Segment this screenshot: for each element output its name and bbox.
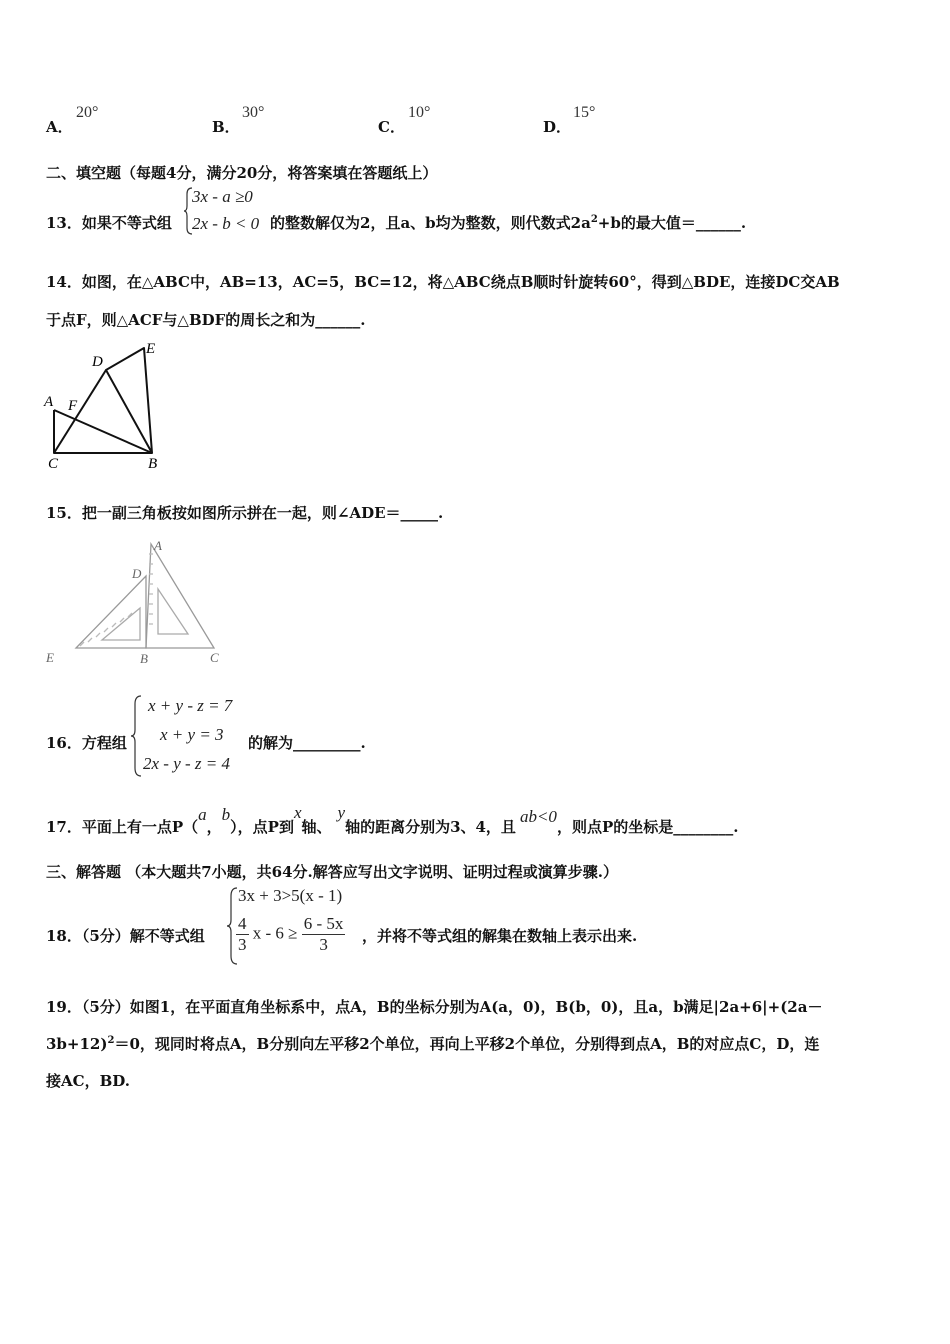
q17-var-a: a — [198, 805, 207, 824]
section-2-title: 二、填空题（每题4分，满分20分，将答案填在答题纸上） — [46, 164, 438, 182]
q13-number: 13．如果不等式组 — [46, 214, 172, 232]
q15-label-d: D — [132, 566, 142, 581]
option-a-value: 20° — [76, 104, 99, 121]
q17-part-1: 17．平面上有一点P（ — [46, 818, 199, 836]
q16-brace — [131, 694, 143, 778]
q18-frac-2-den: 3 — [319, 935, 328, 954]
q17-part-4: 轴的距离分别为3、4，且 — [345, 818, 516, 836]
q18-frac-2 — [302, 914, 346, 955]
q16-eq-2: x + y = 3 — [160, 725, 224, 744]
q17-comma: ， — [206, 818, 222, 836]
q15-label-c: C — [210, 650, 219, 665]
q18-frac-1-den: 3 — [238, 935, 247, 954]
q17-part-3: 轴、 — [301, 818, 332, 836]
q13-text-main: 的整数解仅为2，且a、b均为整数，则代数式2a — [270, 214, 591, 232]
q15-figure — [40, 534, 230, 669]
q14-label-a: A — [44, 394, 54, 410]
q19-line-1: 19．（5分）如图1，在平面直角坐标系中，点A，B的坐标分别为A(a，0)，B(b，0)，且a，b满足|2a+6|+(2a－ — [46, 998, 823, 1016]
q17-cond: ab<0 — [519, 807, 557, 826]
q18-ineq-2 — [236, 914, 345, 955]
q14-label-e: E — [146, 341, 156, 357]
option-c-letter: C． — [378, 118, 405, 136]
q13-ineq-2: 2x - b < 0 — [192, 214, 260, 233]
q16-eq-3: 2x - y - z = 4 — [143, 754, 231, 773]
q13-text-end: +b的最大值＝______. — [597, 214, 747, 232]
q15-label-e: E — [46, 650, 54, 665]
option-a-letter: A． — [46, 118, 73, 136]
q18-ineq-1: 3x + 3>5(x - 1) — [238, 886, 343, 905]
q18-text: ，并将不等式组的解集在数轴上表示出来. — [362, 927, 638, 945]
q18-frac-2-num: 6 - 5x — [303, 914, 344, 933]
q19-line-2 — [46, 1033, 819, 1054]
q19-line-2a: 3b+12) — [46, 1035, 108, 1053]
q16-eq-1: x + y - z = 7 — [148, 696, 233, 715]
q15-text: 15．把一副三角板按如图所示拼在一起，则∠ADE＝_____. — [46, 504, 444, 522]
q18-frac-1-num: 4 — [238, 914, 247, 933]
option-b-letter: B． — [212, 118, 240, 136]
q17-part-5: ，则点P的坐标是________. — [556, 818, 739, 836]
q15-label-b: B — [140, 651, 148, 666]
q19-sup: 2 — [107, 1035, 115, 1046]
q14-label-c: C — [48, 456, 59, 472]
q14-label-f: F — [68, 398, 78, 414]
q17-var-y: y — [337, 803, 346, 822]
q14-label-d: D — [92, 354, 103, 370]
section-3-title: 三、解答题 （本大题共7小题，共64分.解答应写出文字说明、证明过程或演算步骤.） — [46, 863, 618, 881]
q17-var-x: x — [293, 803, 302, 822]
q18-number: 18．（5分）解不等式组 — [46, 927, 205, 945]
q13-sup: 2 — [590, 214, 598, 225]
q14-line-1: 14．如图，在△ABC中，AB=13，AC=5，BC=12，将△ABC绕点B顺时针旋转60°，得到△BDE，连接DC交AB — [46, 273, 840, 291]
q19-line-2b: ＝0，现同时将点A，B分别向左平移2个单位，再向上平移2个单位，分别得到点A，B的对应点C，D，连 — [114, 1035, 820, 1053]
q14-label-b: B — [148, 456, 158, 472]
q19-line-3: 接AC，BD. — [46, 1072, 130, 1090]
q13-ineq-1: 3x - a ≥0 — [192, 187, 253, 206]
q14-line-2: 于点F，则△ACF与△BDF的周长之和为______. — [46, 311, 366, 329]
option-c-value: 10° — [408, 104, 431, 121]
q17-var-b: b — [221, 805, 231, 824]
q15-label-a: A — [154, 538, 162, 553]
q18-frac-1 — [236, 914, 249, 955]
option-d-value: 15° — [573, 104, 596, 121]
q13-text — [270, 212, 746, 233]
q16-text: 的解为_________. — [248, 734, 366, 752]
q17-part-2: ），点P到 — [230, 818, 294, 836]
option-b-value: 30° — [242, 104, 265, 121]
q17-text — [46, 803, 739, 837]
option-d-letter: D． — [543, 118, 572, 136]
q14-figure — [40, 338, 170, 473]
q16-number: 16．方程组 — [46, 734, 127, 752]
q18-mid: x - 6 ≥ — [252, 923, 298, 943]
